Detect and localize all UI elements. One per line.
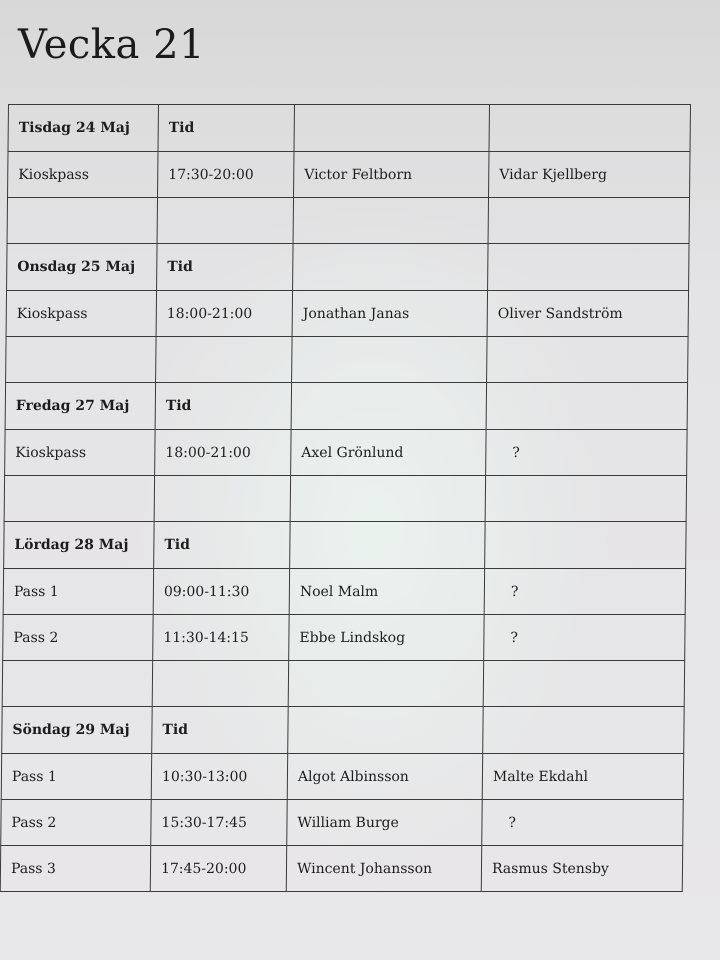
shift-time: 18:00-21:00 bbox=[156, 291, 292, 337]
day-header-row bbox=[7, 244, 689, 291]
empty-cell bbox=[483, 707, 684, 754]
shift-row bbox=[1, 800, 683, 846]
shift-person-1: William Burge bbox=[287, 800, 482, 846]
tid-header: Tid bbox=[158, 105, 294, 152]
empty-cell bbox=[483, 661, 684, 707]
shift-person-2: ? bbox=[484, 569, 685, 615]
empty-cell bbox=[2, 661, 152, 707]
shift-person-2: Oliver Sandström bbox=[487, 291, 688, 337]
empty-cell bbox=[7, 198, 157, 244]
shift-person-1: Axel Grönlund bbox=[291, 430, 486, 476]
day-label: Lördag 28 Maj bbox=[4, 522, 154, 569]
day-header-row bbox=[2, 707, 684, 754]
empty-cell bbox=[293, 198, 488, 244]
empty-cell bbox=[293, 244, 488, 291]
shift-person-1: Wincent Johansson bbox=[286, 846, 481, 892]
shift-label: Kioskpass bbox=[5, 430, 155, 476]
empty-cell bbox=[288, 661, 483, 707]
shift-person-2: Vidar Kjellberg bbox=[489, 152, 690, 198]
shift-label: Pass 3 bbox=[0, 846, 150, 892]
shift-row bbox=[8, 152, 690, 198]
spacer-row bbox=[7, 198, 689, 244]
shift-label: Kioskpass bbox=[8, 152, 158, 198]
empty-cell bbox=[485, 522, 686, 569]
shift-row bbox=[5, 430, 687, 476]
shift-row bbox=[0, 846, 682, 892]
day-label: Fredag 27 Maj bbox=[5, 383, 155, 430]
shift-row bbox=[3, 569, 685, 615]
shift-row bbox=[6, 291, 688, 337]
spacer-row bbox=[2, 661, 684, 707]
tid-header: Tid bbox=[154, 522, 290, 569]
empty-cell bbox=[288, 707, 483, 754]
shift-time: 17:30-20:00 bbox=[158, 152, 294, 198]
empty-cell bbox=[157, 198, 293, 244]
shift-person-1: Noel Malm bbox=[289, 569, 484, 615]
shift-person-2: ? bbox=[482, 800, 683, 846]
day-label: Onsdag 25 Maj bbox=[7, 244, 157, 291]
day-label: Tisdag 24 Maj bbox=[8, 105, 158, 152]
shift-time: 11:30-14:15 bbox=[153, 615, 289, 661]
shift-person-1: Algot Albinsson bbox=[287, 754, 482, 800]
schedule-table bbox=[0, 104, 691, 892]
shift-row bbox=[3, 615, 685, 661]
shift-row bbox=[1, 754, 683, 800]
empty-cell bbox=[290, 522, 485, 569]
day-header-row bbox=[4, 522, 686, 569]
tid-header: Tid bbox=[152, 707, 288, 754]
empty-cell bbox=[488, 244, 689, 291]
empty-cell bbox=[6, 337, 156, 383]
empty-cell bbox=[156, 337, 292, 383]
spacer-row bbox=[4, 476, 686, 522]
empty-cell bbox=[485, 476, 686, 522]
shift-time: 17:45-20:00 bbox=[150, 846, 286, 892]
shift-label: Pass 2 bbox=[1, 800, 151, 846]
shift-person-1: Victor Feltborn bbox=[294, 152, 489, 198]
shift-time: 10:30-13:00 bbox=[151, 754, 287, 800]
shift-label: Pass 2 bbox=[3, 615, 153, 661]
day-label: Söndag 29 Maj bbox=[2, 707, 152, 754]
shift-person-2: Malte Ekdahl bbox=[482, 754, 683, 800]
shift-person-2: ? bbox=[486, 430, 687, 476]
shift-label: Kioskpass bbox=[6, 291, 156, 337]
shift-person-1: Ebbe Lindskog bbox=[289, 615, 484, 661]
shift-person-1: Jonathan Janas bbox=[292, 291, 487, 337]
shift-person-2: Rasmus Stensby bbox=[481, 846, 682, 892]
day-header-row bbox=[8, 105, 690, 152]
page-title: Vecka 21 bbox=[18, 22, 205, 68]
shift-time: 09:00-11:30 bbox=[153, 569, 289, 615]
shift-person-2: ? bbox=[484, 615, 685, 661]
tid-header: Tid bbox=[155, 383, 291, 430]
empty-cell bbox=[292, 337, 487, 383]
shift-label: Pass 1 bbox=[1, 754, 151, 800]
empty-cell bbox=[290, 476, 485, 522]
empty-cell bbox=[487, 337, 688, 383]
empty-cell bbox=[4, 476, 154, 522]
shift-time: 15:30-17:45 bbox=[151, 800, 287, 846]
shift-label: Pass 1 bbox=[3, 569, 153, 615]
day-header-row bbox=[5, 383, 687, 430]
empty-cell bbox=[486, 383, 687, 430]
empty-cell bbox=[291, 383, 486, 430]
empty-cell bbox=[294, 105, 489, 152]
empty-cell bbox=[154, 476, 290, 522]
spacer-row bbox=[6, 337, 688, 383]
shift-time: 18:00-21:00 bbox=[155, 430, 291, 476]
empty-cell bbox=[488, 198, 689, 244]
empty-cell bbox=[489, 105, 690, 152]
tid-header: Tid bbox=[157, 244, 293, 291]
empty-cell bbox=[152, 661, 288, 707]
